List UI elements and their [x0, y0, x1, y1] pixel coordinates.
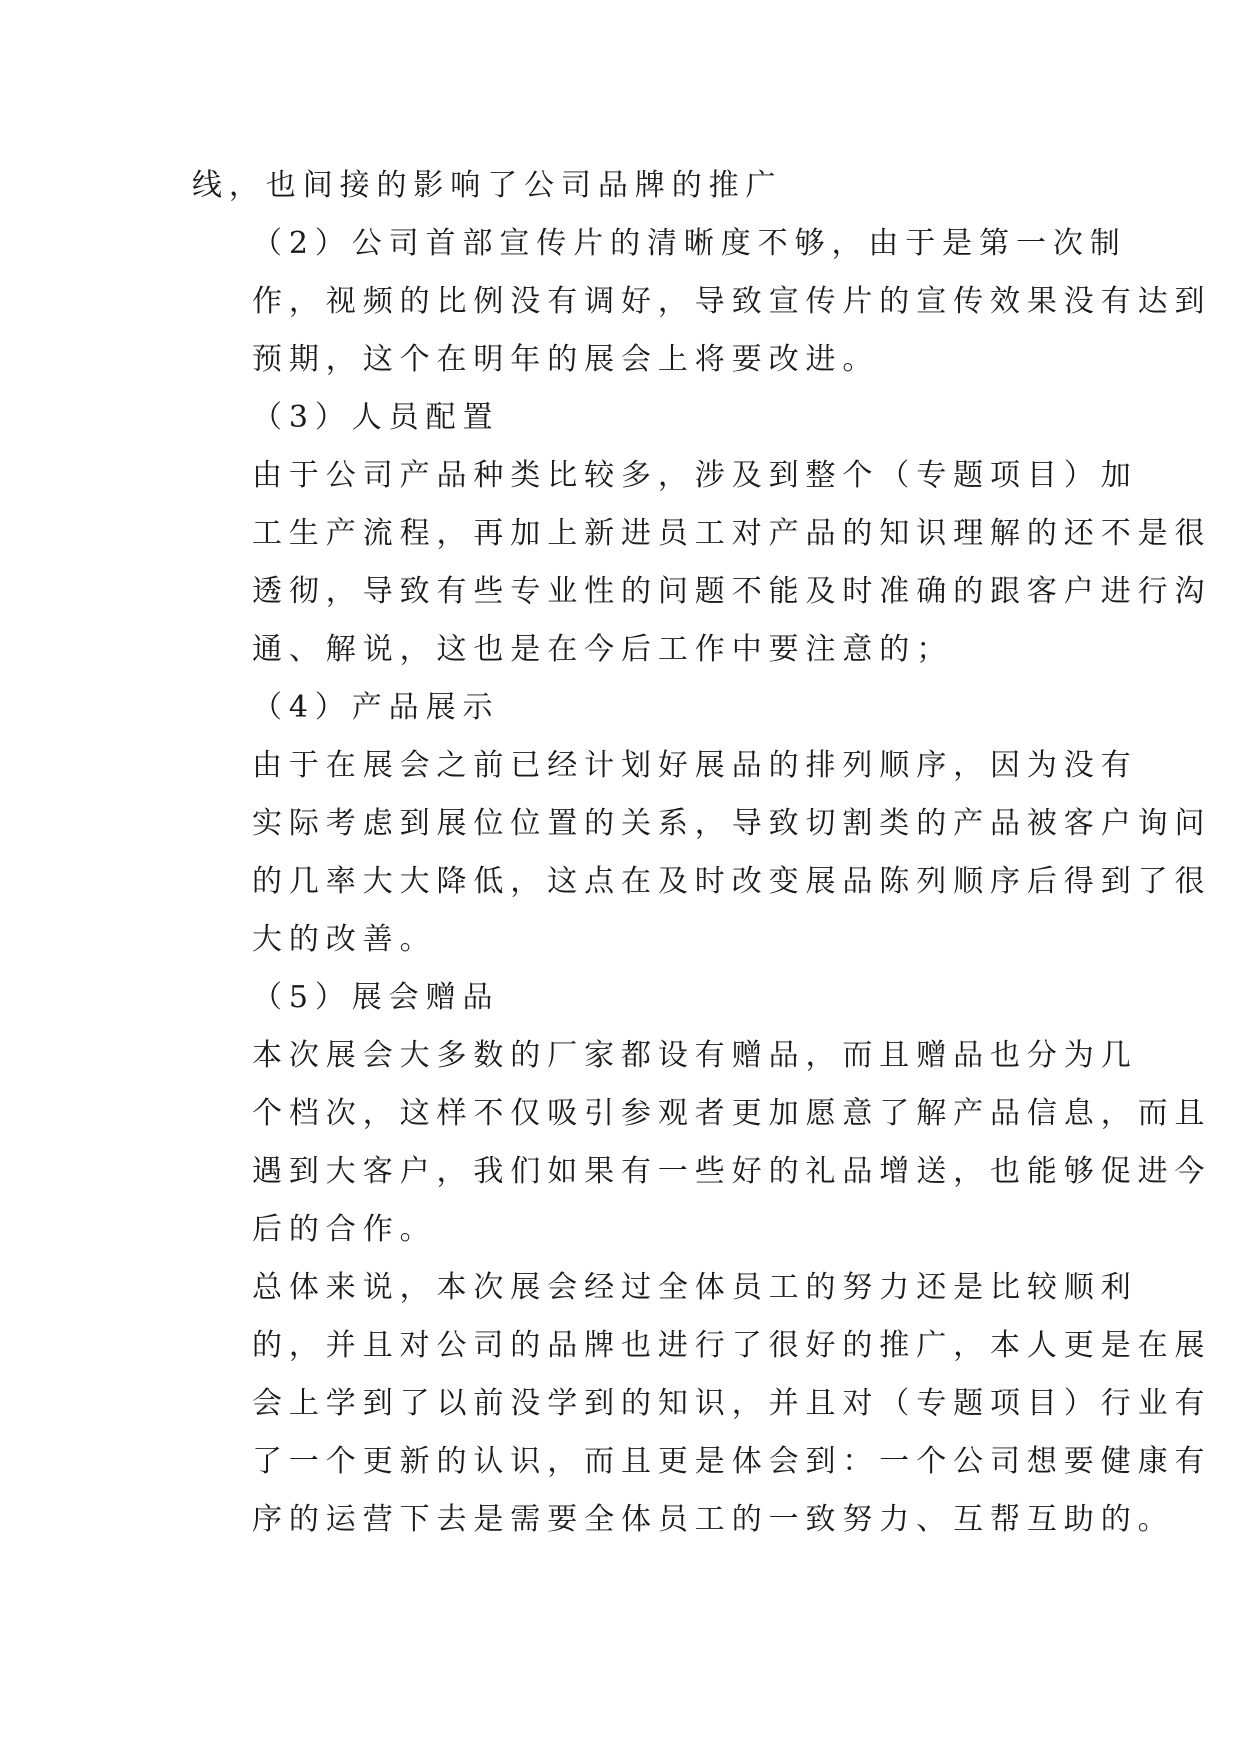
text-line: 作，视频的比例没有调好，导致宣传片的宣传效果没有达到: [252, 284, 1212, 319]
text-line: 的几率大大降低，这点在及时改变展品陈列顺序后得到了很: [252, 864, 1212, 899]
text-line: （3）人员配置: [252, 400, 500, 435]
text-line: 本次展会大多数的厂家都设有赠品，而且赠品也分为几: [252, 1038, 1138, 1073]
text-line: 预期，这个在明年的展会上将要改进。: [252, 342, 880, 377]
paragraph-gifts: [192, 1027, 1212, 1259]
heading-product-display: [192, 679, 1052, 737]
text-line: 的，并且对公司的品牌也进行了很好的推广，本人更是在展: [252, 1328, 1212, 1363]
text-line: 序的运营下去是需要全体员工的一致努力、互帮互助的。: [252, 1502, 1175, 1537]
document-body: [192, 157, 1212, 1549]
text-line: （5）展会赠品: [252, 980, 500, 1015]
text-line: 通、解说，这也是在今后工作中要注意的；: [252, 632, 954, 667]
text-line: 总体来说，本次展会经过全体员工的努力还是比较顺利: [252, 1270, 1138, 1305]
text-line: 会上学到了以前没学到的知识，并且对（专题项目）行业有: [252, 1386, 1212, 1421]
text-line: 由于公司产品种类比较多，涉及到整个（专题项目）加: [252, 458, 1138, 493]
text-line: 由于在展会之前已经计划好展品的排列顺序，因为没有: [252, 748, 1138, 783]
text-line: 后的合作。: [252, 1212, 437, 1247]
paragraph-staffing: [192, 447, 1212, 679]
text-line: 工生产流程，再加上新进员工对产品的知识理解的还不是很: [252, 516, 1212, 551]
text-line: 实际考虑到展位位置的关系，导致切割类的产品被客户询问: [252, 806, 1212, 841]
paragraph-promo-video: [192, 215, 1212, 389]
text-line: （2）公司首部宣传片的清晰度不够，由于是第一次制: [252, 226, 1127, 261]
text-line: 遇到大客户，我们如果有一些好的礼品增送，也能够促进今: [252, 1154, 1212, 1189]
text-line: 个档次，这样不仅吸引参观者更加愿意了解产品信息，而且: [252, 1096, 1212, 1131]
text-line: 线，也间接的影响了公司品牌的推广: [192, 168, 783, 203]
text-line: 透彻，导致有些专业性的问题不能及时准确的跟客户进行沟: [252, 574, 1212, 609]
text-line: 了一个更新的认识，而且更是体会到：一个公司想要健康有: [252, 1444, 1212, 1479]
heading-staffing: [192, 389, 1052, 447]
paragraph-continuation: [192, 157, 1052, 215]
heading-gifts: [192, 969, 1052, 1027]
paragraph-summary: [192, 1259, 1212, 1549]
paragraph-product-display: [192, 737, 1212, 969]
text-line: 大的改善。: [252, 922, 437, 957]
text-line: （4）产品展示: [252, 690, 500, 725]
